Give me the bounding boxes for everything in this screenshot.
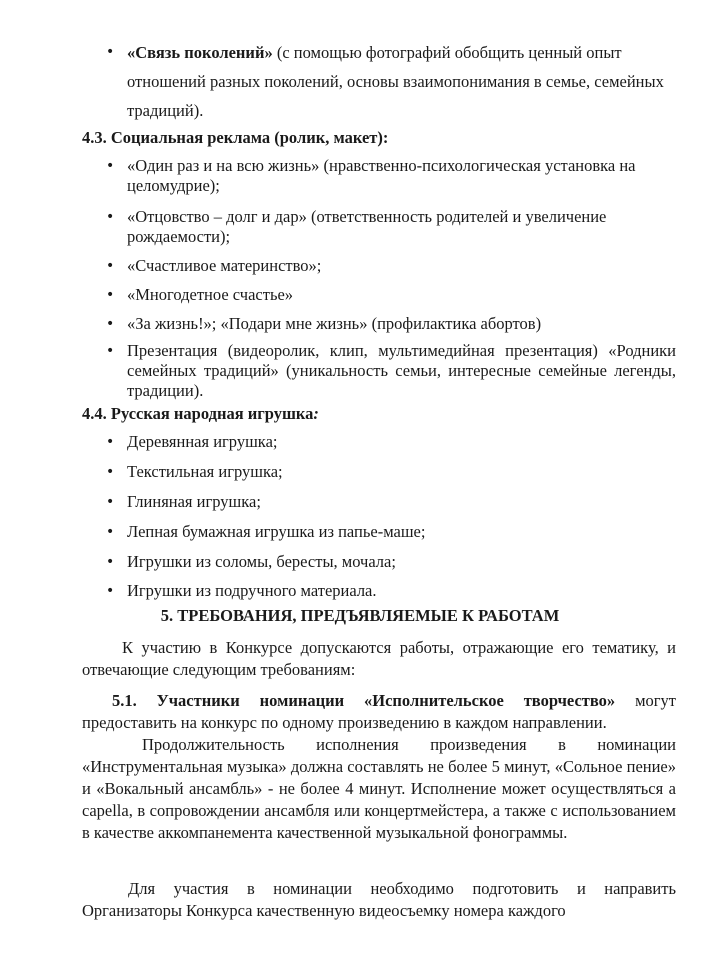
list-item-title: «Связь поколений» — [127, 43, 273, 62]
section-5-intro: К участию в Конкурсе допускаются работы, отражающие его тематику, и отвечающие следующим требованиям: — [82, 638, 676, 679]
list-item: • «Многодетное счастье» — [127, 285, 676, 305]
list-item-svyaz-pokoleniy — [127, 38, 676, 125]
list-item: • Глиняная игрушка; — [127, 492, 676, 512]
list-item: • «За жизнь!»; «Подари мне жизнь» (профилактика абортов) — [127, 314, 676, 334]
paragraph-5-1-text: могут предоставить на конкурс по одному произведению в каждом направлении. — [82, 691, 676, 732]
list-item: • Презентация (видеоролик, клип, мультимедийная презентация) «Родники семейных традиций» (уникальность семьи, интересные семейные легенды, традиции). — [127, 341, 676, 401]
heading-4-4-text: 4.4. Русская народная игрушка — [82, 404, 314, 423]
list-item: • Лепная бумажная игрушка из папье-маше; — [127, 522, 676, 542]
heading-4-3: 4.3. Социальная реклама (ролик, макет): — [82, 128, 389, 147]
paragraph-participation: Для участия в номинации необходимо подготовить и направить Организаторы Конкурса качественную видеосъемку номера каждого — [82, 879, 676, 920]
heading-4-4-colon: : — [313, 404, 319, 423]
list-item: • Текстильная игрушка; — [127, 462, 676, 482]
list-item-text: (с помощью фотографий обобщить ценный опыт отношений разных поколений, основы взаимопонимания в семье, семейных традиций). — [127, 43, 664, 120]
list-item: • «Один раз и на всю жизнь» (нравственно-психологическая установка на целомудрие); — [127, 156, 676, 196]
heading-4-4 — [82, 404, 319, 424]
paragraph-5-1-bold: 5.1. Участники номинации «Исполнительское творчество» — [112, 691, 616, 710]
list-item: • «Счастливое материнство»; — [127, 256, 676, 276]
list-item: • «Отцовство – долг и дар» (ответственность родителей и увеличение рождаемости); — [127, 207, 676, 247]
list-item: • Деревянная игрушка; — [127, 432, 676, 452]
list-item: • Игрушки из подручного материала. — [127, 581, 676, 601]
paragraph-5-1 — [82, 690, 676, 734]
paragraph-duration: Продолжительность исполнения произведения в номинации «Инструментальная музыка» должна составлять не более 5 минут, «Сольное пение» и «Вокальный ансамбль» - не более 4 минут. Исполнение может осуществляться a capella, в сопровождении ансамбля или концертмейстера, а также с использованием в качестве аккомпанемента качественной музыкальной фонограммы. — [82, 735, 676, 842]
section-5-title: 5. ТРЕБОВАНИЯ, ПРЕДЪЯВЛЯЕМЫЕ К РАБОТАМ — [160, 606, 560, 625]
list-item: • Игрушки из соломы, бересты, мочала; — [127, 552, 676, 572]
